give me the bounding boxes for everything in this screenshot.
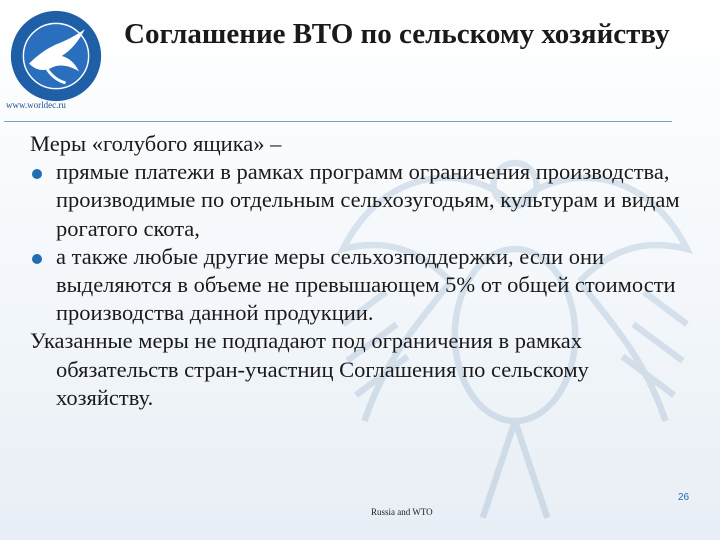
- bullet-dot-icon: [32, 254, 42, 264]
- outro-text: Указанные меры не подпадают под ограничения в рамках обязательств стран-участниц Соглашения по сельскому хозяйству.: [30, 328, 589, 410]
- bird-logo-icon: [8, 8, 104, 104]
- page-number: 26: [678, 492, 690, 503]
- slide-body: [30, 130, 680, 412]
- bullet-item: [30, 243, 680, 328]
- slide-title: Соглашение ВТО по сельскому хозяйству: [124, 18, 670, 50]
- bullet-text: прямые платежи в рамках программ ограничения производства, производимые по отдельным сельхозугодьям, культурам и видам рогатого скота,: [56, 159, 680, 241]
- intro-text: Меры «голубого ящика» –: [30, 131, 282, 156]
- bullet-text: а также любые другие меры сельхозподдержки, если они выделяются в объеме не превышающем 5% от общей стоимости производства данной продукции.: [56, 243, 676, 326]
- site-url: www.worldec.ru: [6, 100, 66, 110]
- bullet-item: [30, 158, 680, 243]
- title-divider: [4, 121, 672, 122]
- footer-text: Russia and WTO: [371, 507, 433, 517]
- bullet-dot-icon: [32, 169, 42, 179]
